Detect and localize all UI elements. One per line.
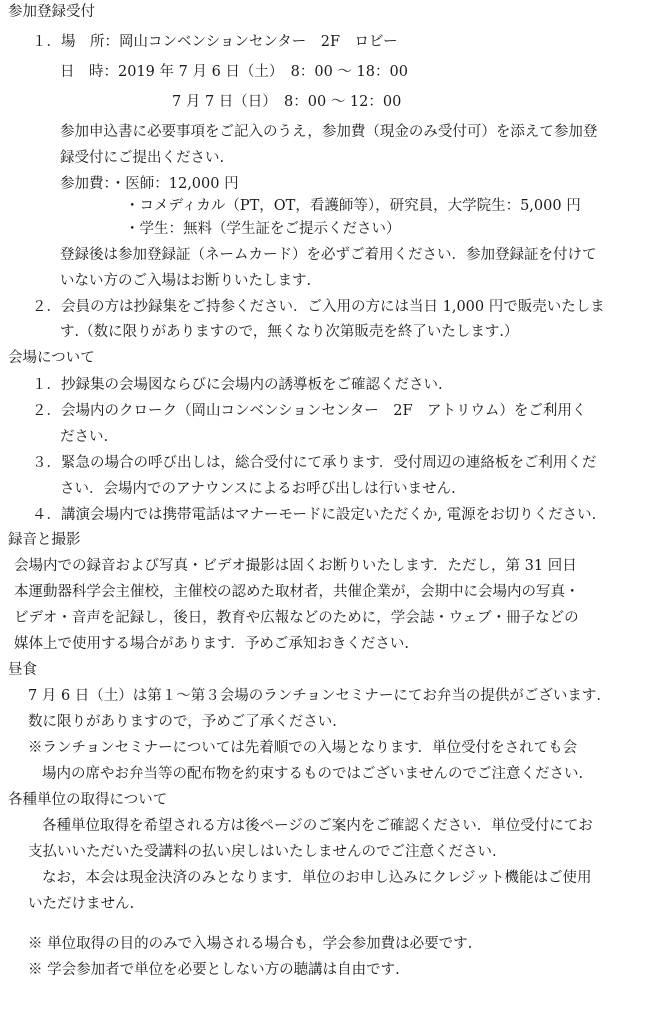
recording-text: ビデオ・音声を記録し，後日，教育や広報などのために，学会誌・ウェブ・冊子などの	[14, 610, 579, 626]
registration-date-line: 日 時：2019 年 7 月 6 日（土） 8：00 ～ 18：00	[60, 64, 408, 80]
section-heading-registration: 参加登録受付	[8, 4, 95, 20]
venue-item: ださい.	[60, 429, 109, 445]
venue-item: ３．緊急の場合の呼び出しは，総合受付にて承ります．受付周辺の連絡板をご利用くだ	[32, 455, 597, 471]
section-heading-lunch: 昼食	[8, 662, 37, 678]
lunch-note: ※ランチョンセミナーについては先着順での入場となります．単位受付をされても会	[28, 740, 578, 756]
footnote: ※ 学会参加者で単位を必要としない方の聴講は自由です.	[28, 962, 400, 978]
registration-date-line: 7 月 7 日（日） 8：00 ～ 12：00	[172, 94, 402, 110]
venue-item: １．抄録集の会場図ならびに会場内の誘導板をご確認ください.	[32, 377, 443, 393]
badge-notice: いない方のご入場はお断りいたします.	[60, 273, 312, 289]
registration-submit-text: 参加申込書に必要事項をご記入のうえ，参加費（現金のみ受付可）を添えて参加登	[60, 124, 598, 140]
section-heading-venue: 会場について	[8, 350, 95, 366]
registration-venue: １．場 所：岡山コンベンションセンター 2F ロビー	[32, 34, 398, 50]
credits-text: いただけません.	[28, 896, 135, 912]
section-heading-recording: 録音と撮影	[8, 532, 81, 548]
recording-text: 本運動器科学会主催校，主催校の認めた取材者，共催企業が，会期中に会場内の写真・	[14, 584, 580, 600]
credits-text: 支払いいただいた受講料の払い戻しはいたしませんのでご注意ください.	[28, 844, 497, 860]
recording-text: 媒体上で使用する場合があります．予めご承知おきください.	[14, 636, 409, 652]
venue-item: さい．会場内でのアナウンスによるお呼び出しは行いません.	[60, 481, 456, 497]
fee-comedical: ・コメディカル（PT，OT，看護師等），研究員，大学院生：5,000 円	[125, 198, 581, 214]
lunch-note: 場内の席やお弁当等の配布物を約束するものではございませんのでご注意ください.	[42, 766, 584, 782]
credits-text: なお，本会は現金決済のみとなります．単位のお申し込みにクレジット機能はご使用	[42, 870, 592, 886]
lunch-text: 7 月 6 日（土）は第１～第３会場のランチョンセミナーにてお弁当の提供がございます.	[28, 688, 601, 704]
credits-text: 各種単位取得を希望される方は後ページのご案内をご確認ください．単位受付にてお	[42, 818, 593, 834]
recording-text: 会場内での録音および写真・ビデオ撮影は固くお断りいたします．ただし，第 31 回日	[14, 558, 577, 574]
badge-notice: 登録後は参加登録証（ネームカード）を必ずご着用ください．参加登録証を付けて	[60, 247, 597, 263]
venue-item: ４．講演会場内では携帯電話はマナーモードに設定いただくか, 電源をお切りください.	[32, 507, 597, 523]
abstract-book-notice: ２．会員の方は抄録集をご持参ください．ご入用の方には当日 1,000 円で販売いたしま	[32, 299, 605, 315]
footnote: ※ 単位取得の目的のみで入場される場合も，学会参加費は必要です.	[28, 936, 473, 952]
section-heading-credits: 各種単位の取得について	[8, 792, 168, 808]
registration-submit-text: 録受付にご提出ください.	[60, 150, 225, 166]
lunch-text: 数に限りがありますので，予めご了承ください.	[28, 714, 337, 730]
venue-item: ２．会場内のクローク（岡山コンベンションセンター 2F アトリウム）をご利用く	[32, 403, 587, 419]
abstract-book-notice: す.（数に限りがありますので，無くなり次第販売を終了いたします.）	[60, 324, 519, 340]
fee-student: ・学生：無料（学生証をご提示ください）	[125, 221, 401, 237]
fee-physician: 参加費：・医師：12,000 円	[60, 176, 239, 192]
